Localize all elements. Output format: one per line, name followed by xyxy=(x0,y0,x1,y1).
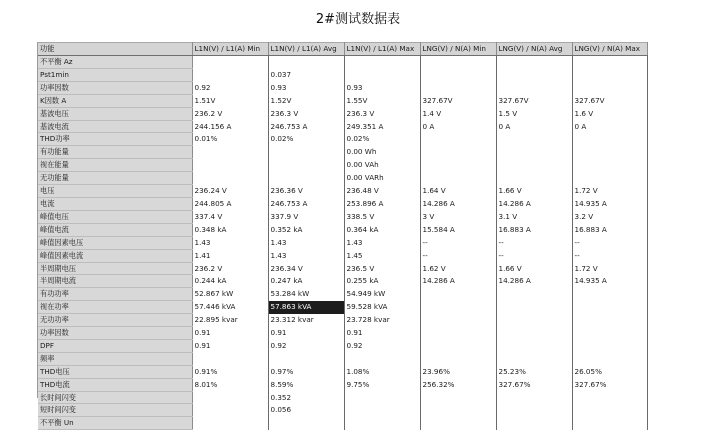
table-cell[interactable]: 1.4 V xyxy=(420,107,496,120)
table-cell[interactable]: 249.351 A xyxy=(344,120,420,133)
table-cell[interactable] xyxy=(420,288,496,301)
table-cell[interactable] xyxy=(496,404,572,417)
table-cell[interactable]: 53.284 kW xyxy=(268,288,344,301)
table-row[interactable] xyxy=(38,56,647,69)
row-label[interactable]: 不平衡 Az xyxy=(38,56,192,69)
table-cell[interactable] xyxy=(572,327,647,340)
table-cell[interactable]: 9.75% xyxy=(344,378,420,391)
table-row[interactable] xyxy=(38,197,647,210)
table-cell[interactable] xyxy=(192,159,268,172)
table-cell[interactable] xyxy=(572,159,647,172)
table-cell[interactable]: 0.02% xyxy=(268,133,344,146)
column-header-l1-avg[interactable]: L1N(V) / L1(A) Avg xyxy=(268,43,344,56)
row-label[interactable]: K因数 A xyxy=(38,94,192,107)
row-label[interactable]: 功率因数 xyxy=(38,327,192,340)
table-cell[interactable]: 0.056 xyxy=(268,404,344,417)
table-cell[interactable]: 0.352 kA xyxy=(268,223,344,236)
table-cell[interactable] xyxy=(496,68,572,81)
table-row[interactable] xyxy=(38,107,647,120)
row-label[interactable]: 电流 xyxy=(38,197,192,210)
row-label[interactable]: 有功功率 xyxy=(38,288,192,301)
row-label[interactable]: 有功能量 xyxy=(38,146,192,159)
row-label[interactable]: THD电流 xyxy=(38,378,192,391)
table-row[interactable] xyxy=(38,210,647,223)
table-cell[interactable]: 8.01% xyxy=(192,378,268,391)
table-cell[interactable] xyxy=(496,172,572,185)
table-cell[interactable] xyxy=(192,391,268,404)
header-row xyxy=(38,43,647,56)
table-cell[interactable]: 3.2 V xyxy=(572,210,647,223)
table-cell[interactable] xyxy=(344,56,420,69)
table-cell[interactable]: 0.92 xyxy=(344,339,420,352)
table-cell[interactable]: 338.5 V xyxy=(344,210,420,223)
table-cell[interactable] xyxy=(420,301,496,314)
table-body xyxy=(38,56,647,430)
table-cell[interactable] xyxy=(496,133,572,146)
table-cell[interactable]: 236.48 V xyxy=(344,185,420,198)
table-cell[interactable] xyxy=(496,339,572,352)
table-cell[interactable]: 14.286 A xyxy=(496,197,572,210)
table-cell[interactable]: 236.2 V xyxy=(192,262,268,275)
table-cell[interactable]: 0.352 xyxy=(268,391,344,404)
table-cell[interactable]: 1.62 V xyxy=(420,262,496,275)
table-cell[interactable]: 0.247 kA xyxy=(268,275,344,288)
table-cell[interactable]: 14.286 A xyxy=(420,197,496,210)
table-cell[interactable] xyxy=(344,404,420,417)
table-cell[interactable] xyxy=(192,404,268,417)
table-cell[interactable]: -- xyxy=(572,236,647,249)
table-cell[interactable] xyxy=(420,68,496,81)
table-cell[interactable] xyxy=(420,172,496,185)
table-cell[interactable] xyxy=(192,352,268,365)
row-label[interactable]: 峰值电压 xyxy=(38,210,192,223)
table-row[interactable] xyxy=(38,301,647,314)
table-cell[interactable] xyxy=(268,56,344,69)
table-row[interactable] xyxy=(38,133,647,146)
row-label[interactable]: 基波电流 xyxy=(38,120,192,133)
column-header-lng-max[interactable]: LNG(V) / N(A) Max xyxy=(572,43,647,56)
table-cell[interactable]: 25.23% xyxy=(496,365,572,378)
table-row[interactable] xyxy=(38,172,647,185)
table-cell[interactable] xyxy=(420,81,496,94)
table-cell[interactable]: 327.67% xyxy=(496,378,572,391)
row-label[interactable]: 峰值因素电流 xyxy=(38,249,192,262)
table-cell[interactable]: 3 V xyxy=(420,210,496,223)
table-cell[interactable]: 1.64 V xyxy=(420,185,496,198)
table-cell[interactable]: 244.156 A xyxy=(192,120,268,133)
row-label[interactable]: 半周期电压 xyxy=(38,262,192,275)
table-cell[interactable]: 0 A xyxy=(496,120,572,133)
table-cell[interactable] xyxy=(344,391,420,404)
table-cell[interactable]: -- xyxy=(496,236,572,249)
table-cell[interactable]: 0.255 kA xyxy=(344,275,420,288)
table-row[interactable] xyxy=(38,94,647,107)
table-cell[interactable]: 0.93 xyxy=(268,81,344,94)
table-cell[interactable]: 337.9 V xyxy=(268,210,344,223)
table-cell[interactable] xyxy=(420,404,496,417)
table-cell[interactable] xyxy=(420,327,496,340)
table-cell[interactable]: 1.52V xyxy=(268,94,344,107)
table-row[interactable] xyxy=(38,120,647,133)
table-cell[interactable]: 236.3 V xyxy=(344,107,420,120)
table-cell[interactable] xyxy=(420,352,496,365)
table-cell[interactable]: 0.244 kA xyxy=(192,275,268,288)
table-cell[interactable]: -- xyxy=(496,249,572,262)
table-row[interactable] xyxy=(38,275,647,288)
table-cell[interactable]: 0.93 xyxy=(344,81,420,94)
table-cell[interactable] xyxy=(420,314,496,327)
table-cell[interactable] xyxy=(420,146,496,159)
table-cell[interactable]: 0 A xyxy=(572,120,647,133)
table-cell[interactable]: 1.43 xyxy=(268,249,344,262)
table-row[interactable] xyxy=(38,365,647,378)
table-cell[interactable]: 327.67V xyxy=(496,94,572,107)
table-cell[interactable] xyxy=(572,391,647,404)
table-cell[interactable] xyxy=(572,417,647,430)
table-cell[interactable] xyxy=(420,133,496,146)
table-cell[interactable] xyxy=(572,288,647,301)
table-cell[interactable]: 0.01% xyxy=(192,133,268,146)
table-cell[interactable] xyxy=(344,417,420,430)
table-cell[interactable]: 246.753 A xyxy=(268,120,344,133)
table-cell[interactable] xyxy=(268,352,344,365)
table-row[interactable] xyxy=(38,223,647,236)
table-cell[interactable]: 1.72 V xyxy=(572,185,647,198)
table-cell[interactable] xyxy=(420,339,496,352)
row-label[interactable]: 功率因数 xyxy=(38,81,192,94)
table-cell[interactable] xyxy=(572,339,647,352)
table-row[interactable] xyxy=(38,146,647,159)
table-cell[interactable] xyxy=(192,172,268,185)
table-cell[interactable]: 1.51V xyxy=(192,94,268,107)
table-cell[interactable] xyxy=(192,146,268,159)
table-cell[interactable]: 16.883 A xyxy=(496,223,572,236)
table-cell[interactable]: 22.895 kvar xyxy=(192,314,268,327)
table-cell[interactable]: 0.00 VAh xyxy=(344,159,420,172)
column-header-l1-min[interactable]: L1N(V) / L1(A) Min xyxy=(192,43,268,56)
table-cell[interactable]: 0.00 Wh xyxy=(344,146,420,159)
table-cell[interactable] xyxy=(572,68,647,81)
table-cell[interactable] xyxy=(572,146,647,159)
row-label[interactable]: 无功功率 xyxy=(38,314,192,327)
table-cell[interactable]: 327.67V xyxy=(420,94,496,107)
table-cell[interactable]: 236.36 V xyxy=(268,185,344,198)
table-cell[interactable]: 0.348 kA xyxy=(192,223,268,236)
table-row[interactable] xyxy=(38,159,647,172)
column-header-lng-min[interactable]: LNG(V) / N(A) Min xyxy=(420,43,496,56)
table-cell[interactable]: 246.753 A xyxy=(268,197,344,210)
table-cell[interactable]: 244.805 A xyxy=(192,197,268,210)
row-label[interactable]: 视在功率 xyxy=(38,301,192,314)
table-cell[interactable]: 52.867 kW xyxy=(192,288,268,301)
table-cell[interactable] xyxy=(268,146,344,159)
table-row[interactable] xyxy=(38,404,647,417)
row-label[interactable]: THD功率 xyxy=(38,133,192,146)
table-cell[interactable] xyxy=(268,172,344,185)
table-cell[interactable] xyxy=(496,314,572,327)
selected-table-cell[interactable]: 57.863 kVA xyxy=(268,301,344,314)
table-row[interactable] xyxy=(38,288,647,301)
table-cell[interactable]: 1.55V xyxy=(344,94,420,107)
table-cell[interactable]: 3.1 V xyxy=(496,210,572,223)
table-cell[interactable]: 26.05% xyxy=(572,365,647,378)
table-cell[interactable]: 23.728 kvar xyxy=(344,314,420,327)
table-cell[interactable]: 54.949 kW xyxy=(344,288,420,301)
table-cell[interactable]: 8.59% xyxy=(268,378,344,391)
table-row[interactable] xyxy=(38,352,647,365)
table-cell[interactable] xyxy=(572,172,647,185)
table-cell[interactable] xyxy=(496,56,572,69)
table-cell[interactable]: 0.97% xyxy=(268,365,344,378)
table-cell[interactable]: 0.02% xyxy=(344,133,420,146)
table-cell[interactable] xyxy=(496,301,572,314)
table-cell[interactable] xyxy=(572,314,647,327)
table-cell[interactable]: 253.896 A xyxy=(344,197,420,210)
table-cell[interactable]: -- xyxy=(572,249,647,262)
table-cell[interactable]: 1.66 V xyxy=(496,185,572,198)
table-cell[interactable] xyxy=(572,81,647,94)
table-cell[interactable] xyxy=(496,352,572,365)
table-cell[interactable]: 236.2 V xyxy=(192,107,268,120)
table-row[interactable] xyxy=(38,378,647,391)
table-cell[interactable] xyxy=(344,352,420,365)
table-cell[interactable]: 256.32% xyxy=(420,378,496,391)
table-cell[interactable]: -- xyxy=(420,249,496,262)
table-cell[interactable] xyxy=(496,391,572,404)
table-cell[interactable]: 1.6 V xyxy=(572,107,647,120)
table-cell[interactable]: 0.92 xyxy=(192,81,268,94)
table-row[interactable] xyxy=(38,249,647,262)
table-row[interactable] xyxy=(38,339,647,352)
table-cell[interactable] xyxy=(420,391,496,404)
row-label[interactable]: 不平衡 Un xyxy=(38,417,192,430)
table-cell[interactable]: 236.5 V xyxy=(344,262,420,275)
row-label[interactable]: 短时间闪变 xyxy=(38,404,192,417)
table-cell[interactable]: 0.037 xyxy=(268,68,344,81)
table-cell[interactable]: 0.91 xyxy=(192,327,268,340)
table-cell[interactable]: 15.584 A xyxy=(420,223,496,236)
row-label[interactable]: 视在能量 xyxy=(38,159,192,172)
table-cell[interactable]: 0 A xyxy=(420,120,496,133)
table-cell[interactable] xyxy=(192,68,268,81)
data-table xyxy=(38,42,648,430)
row-label[interactable]: THD电压 xyxy=(38,365,192,378)
measurement-data-grid[interactable] xyxy=(37,42,647,428)
table-cell[interactable] xyxy=(496,288,572,301)
table-cell[interactable] xyxy=(572,404,647,417)
column-header-function[interactable]: 功能 xyxy=(38,43,192,56)
table-cell[interactable]: 236.3 V xyxy=(268,107,344,120)
table-cell[interactable] xyxy=(192,56,268,69)
table-row[interactable] xyxy=(38,81,647,94)
table-cell[interactable] xyxy=(496,159,572,172)
table-cell[interactable]: 1.66 V xyxy=(496,262,572,275)
table-cell[interactable] xyxy=(192,417,268,430)
table-cell[interactable]: 1.43 xyxy=(192,236,268,249)
row-label[interactable]: 峰值因素电压 xyxy=(38,236,192,249)
row-label[interactable]: 基波电压 xyxy=(38,107,192,120)
table-cell[interactable] xyxy=(572,352,647,365)
table-cell[interactable]: 337.4 V xyxy=(192,210,268,223)
table-cell[interactable]: 57.446 kVA xyxy=(192,301,268,314)
table-cell[interactable]: 327.67% xyxy=(572,378,647,391)
table-cell[interactable]: 16.883 A xyxy=(572,223,647,236)
table-cell[interactable] xyxy=(420,417,496,430)
table-cell[interactable]: 236.24 V xyxy=(192,185,268,198)
table-cell[interactable] xyxy=(496,417,572,430)
row-label[interactable]: DPF xyxy=(38,339,192,352)
table-cell[interactable] xyxy=(268,417,344,430)
column-header-l1-max[interactable]: L1N(V) / L1(A) Max xyxy=(344,43,420,56)
table-cell[interactable] xyxy=(496,327,572,340)
table-cell[interactable] xyxy=(572,56,647,69)
table-cell[interactable]: 1.72 V xyxy=(572,262,647,275)
table-cell[interactable]: 59.528 kVA xyxy=(344,301,420,314)
table-row[interactable] xyxy=(38,185,647,198)
row-label[interactable]: 长时间闪变 xyxy=(38,391,192,404)
table-cell[interactable]: 23.312 kvar xyxy=(268,314,344,327)
row-label[interactable]: 半周期电流 xyxy=(38,275,192,288)
table-row[interactable] xyxy=(38,327,647,340)
table-cell[interactable] xyxy=(420,56,496,69)
table-cell[interactable] xyxy=(420,159,496,172)
table-cell[interactable] xyxy=(496,81,572,94)
row-label[interactable]: 峰值电流 xyxy=(38,223,192,236)
table-cell[interactable]: 327.67V xyxy=(572,94,647,107)
table-cell[interactable]: 1.5 V xyxy=(496,107,572,120)
table-cell[interactable] xyxy=(268,159,344,172)
table-row[interactable] xyxy=(38,417,647,430)
table-row[interactable] xyxy=(38,68,647,81)
table-cell[interactable]: 23.96% xyxy=(420,365,496,378)
table-cell[interactable]: 14.286 A xyxy=(420,275,496,288)
table-cell[interactable]: 0.00 VARh xyxy=(344,172,420,185)
table-cell[interactable] xyxy=(572,301,647,314)
column-header-lng-avg[interactable]: LNG(V) / N(A) Avg xyxy=(496,43,572,56)
table-row[interactable] xyxy=(38,314,647,327)
table-cell[interactable]: 0.91 xyxy=(192,339,268,352)
row-label[interactable]: Pst1min xyxy=(38,68,192,81)
table-cell[interactable]: 0.92 xyxy=(268,339,344,352)
table-cell[interactable]: 0.364 kA xyxy=(344,223,420,236)
table-cell[interactable]: 14.935 A xyxy=(572,197,647,210)
table-cell[interactable]: 14.286 A xyxy=(496,275,572,288)
table-cell[interactable]: 1.43 xyxy=(268,236,344,249)
table-cell[interactable]: -- xyxy=(420,236,496,249)
table-cell[interactable]: 1.45 xyxy=(344,249,420,262)
table-cell[interactable]: 0.91 xyxy=(344,327,420,340)
table-cell[interactable] xyxy=(344,68,420,81)
table-row[interactable] xyxy=(38,236,647,249)
table-cell[interactable] xyxy=(496,146,572,159)
table-cell[interactable]: 1.41 xyxy=(192,249,268,262)
table-row[interactable] xyxy=(38,391,647,404)
table-cell[interactable]: 236.34 V xyxy=(268,262,344,275)
table-cell[interactable]: 14.935 A xyxy=(572,275,647,288)
table-cell[interactable] xyxy=(572,133,647,146)
row-label[interactable]: 无功能量 xyxy=(38,172,192,185)
table-row[interactable] xyxy=(38,262,647,275)
row-label[interactable]: 电压 xyxy=(38,185,192,198)
table-cell[interactable]: 1.43 xyxy=(344,236,420,249)
table-cell[interactable]: 0.91 xyxy=(268,327,344,340)
row-label[interactable]: 频率 xyxy=(38,352,192,365)
table-cell[interactable]: 1.08% xyxy=(344,365,420,378)
table-cell[interactable]: 0.91% xyxy=(192,365,268,378)
page-title: 2#测试数据表 xyxy=(315,12,401,27)
